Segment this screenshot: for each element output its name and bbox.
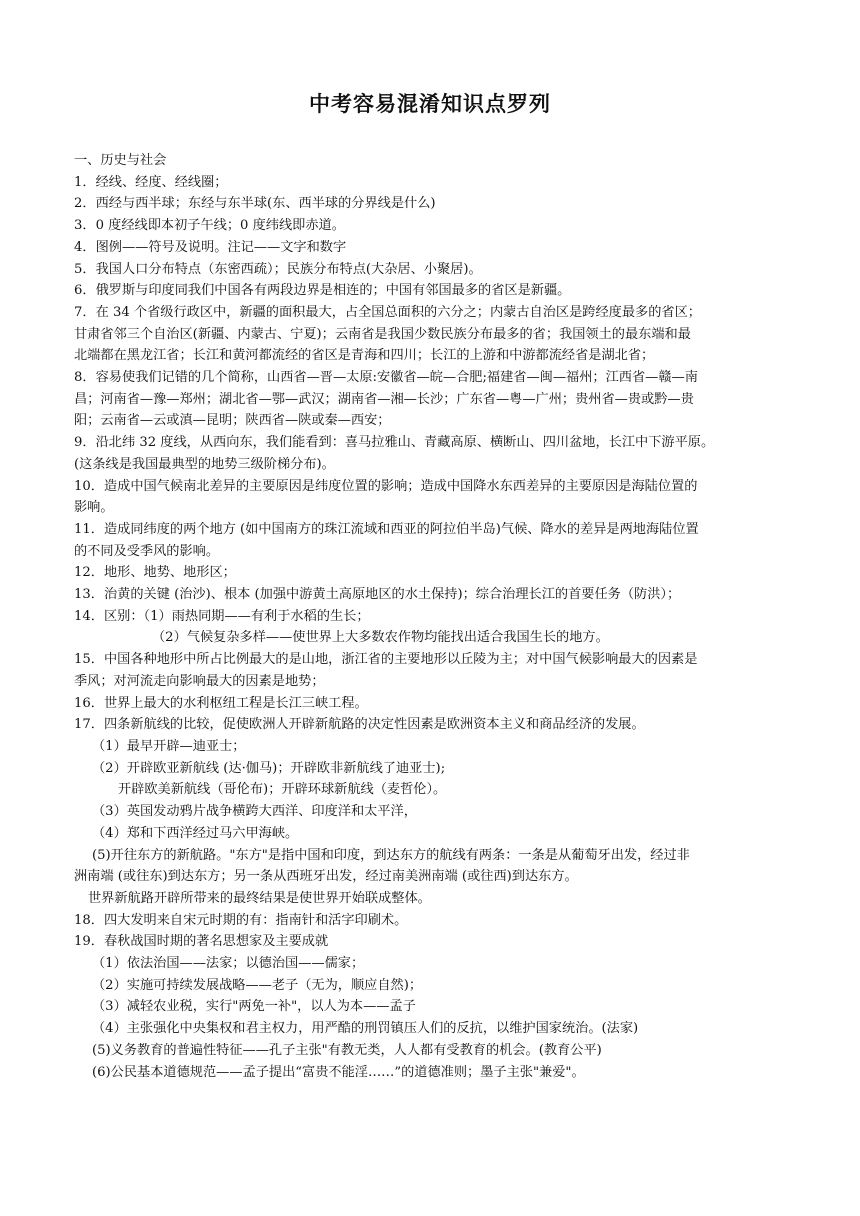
text-line: 12．地形、地势、地形区； bbox=[74, 565, 236, 581]
text-line-indented: （2）开辟欧亚新航线 (达·伽马)；开辟欧非新航线了迪亚士); bbox=[92, 760, 446, 776]
text-line: 14．区别：（1）雨热同期——有利于水稻的生长； bbox=[74, 608, 370, 624]
document-body bbox=[74, 150, 790, 1083]
text-line: 北端都在黑龙江省；长江和黄河都流经的省区是青海和四川；长江的上游和中游都流经省是湖北省； bbox=[74, 348, 655, 364]
text-line-indented: (5)开往东方的新航路。"东方"是指中国和印度，到达东方的航线有两条：一条是从葡萄牙出发，经过非 bbox=[92, 847, 690, 863]
text-line: 10．造成中国气候南北差异的主要原因是纬度位置的影响；造成中国降水东西差异的主要原因是海陆位置的 bbox=[74, 478, 698, 494]
text-line: 8．容易使我们记错的几个简称，山西省—晋—太原:安徽省—皖—合肥;福建省—闽—福州；江西省—赣—南 bbox=[74, 370, 698, 386]
text-line: 的不同及受季风的影响。 bbox=[74, 543, 220, 559]
text-line: 18．四大发明来自宋元时期的有：指南针和活字印刷术。 bbox=[74, 912, 408, 928]
text-line: (这条线是我国最典型的地势三级阶梯分布)。 bbox=[74, 456, 335, 472]
text-line-indented: (5)义务教育的普遍性特征——孔子主张"有教无类，人人都有受教育的机会。(教育公平) bbox=[92, 1042, 602, 1058]
text-line: 17．四条新航线的比较，促使欧洲人开辟新航路的决定性因素是欧洲资本主义和商品经济的发展。 bbox=[74, 717, 645, 733]
text-line: 影响。 bbox=[74, 500, 114, 516]
text-line-indented: （1）最早开辟—迪亚士； bbox=[92, 738, 246, 754]
text-line: 甘肃省邻三个自治区(新疆、内蒙古、宁夏)；云南省是我国少数民族分布最多的省；我国领土的最东端和最 bbox=[74, 326, 691, 342]
text-line-indented: 世界新航路开辟所带来的最终结果是使世界开始联成整体。 bbox=[88, 890, 431, 906]
text-line-indented: (6)公民基本道德规范——孟子提出“富贵不能淫……”的道德准则；墨子主张"兼爱"。 bbox=[92, 1064, 585, 1080]
text-line: 11．造成同纬度的两个地方 (如中国南方的珠江流域和西亚的阿拉伯半岛)气候、降水的差异是两地海陆位置 bbox=[74, 521, 699, 537]
text-line-indented: （2）气候复杂多样——使世界上大多数农作物均能找出适合我国生长的地方。 bbox=[152, 630, 609, 646]
section-heading: 一、历史与社会 bbox=[74, 153, 167, 168]
text-line: 16．世界上最大的水利枢纽工程是长江三峡工程。 bbox=[74, 695, 368, 711]
text-line: 15．中国各种地形中所占比例最大的是山地，浙江省的主要地形以丘陵为主；对中国气候影响最大的因素是 bbox=[74, 652, 698, 668]
text-line-indented: （3）减轻农业税，实行"两免一补"，以人为本——孟子 bbox=[92, 999, 416, 1015]
text-line: 5．我国人口分布特点（东密西疏）；民族分布特点(大杂居、小聚居)。 bbox=[74, 261, 482, 277]
text-line-indented: 开辟欧美新航线（哥伦布)；开辟环球新航线（麦哲伦）。 bbox=[118, 782, 447, 798]
text-line-indented: （2）实施可持续发展战略——老子（无为，顺应自然)； bbox=[92, 977, 423, 993]
text-line: 6．俄罗斯与印度同我们中国各有两段边界是相连的；中国有邻国最多的省区是新疆。 bbox=[74, 283, 571, 299]
text-line: 2．西经与西半球；东经与东半球(东、西半球的分界线是什么) bbox=[74, 196, 436, 212]
text-line: 9．沿北纬 32 度线，从西向东，我们能看到：喜马拉雅山、青藏高原、横断山、四川盆地，长江中下游平原。 bbox=[74, 435, 715, 451]
text-line: 19．春秋战国时期的著名思想家及主要成就 bbox=[74, 934, 329, 950]
text-line: 13．治黄的关键 (治沙)、根本 (加强中游黄土高原地区的水土保持)；综合治理长江的首要任务（防洪）； bbox=[74, 587, 681, 603]
text-line: 洲南端 (或往东)到达东方；另一条从西班牙出发，经过南美洲南端 (或往西)到达东方。 bbox=[74, 869, 578, 885]
document-title: 中考容易混淆知识点罗列 bbox=[309, 91, 551, 116]
text-line-indented: （4）郑和下西洋经过马六甲海峡。 bbox=[92, 825, 299, 841]
text-line: 4．图例——符号及说明。注记——文字和数字 bbox=[74, 239, 347, 255]
text-line: 3．0 度经线即本初子午线；0 度纬线即赤道。 bbox=[74, 218, 345, 234]
text-line: 季风；对河流走向影响最大的因素是地势； bbox=[74, 673, 325, 689]
text-line: 7．在 34 个省级行政区中，新疆的面积最大，占全国总面积的六分之；内蒙古自治区是跨经度最多的省区； bbox=[74, 304, 701, 320]
text-line-indented: （3）英国发动鸦片战争横跨大西洋、印度洋和太平洋， bbox=[92, 804, 417, 820]
text-line-indented: （1）依法治国——法家；以德治国——儒家； bbox=[92, 956, 365, 972]
text-line: 阳；云南省—云或滇—昆明；陕西省—陕或秦—西安； bbox=[74, 413, 391, 429]
text-line: 昌；河南省—豫—郑州；湖北省—鄂—武汉；湖南省—湘—长沙；广东省—粤—广州；贵州省—贵或黔—贵 bbox=[74, 391, 694, 407]
text-line-indented: （4）主张强化中央集权和君主权力，用严酷的刑罚镇压人们的反抗，以维护国家统治。(法家) bbox=[92, 1021, 639, 1037]
text-line: 1．经线、经度、经线圈； bbox=[74, 174, 228, 190]
